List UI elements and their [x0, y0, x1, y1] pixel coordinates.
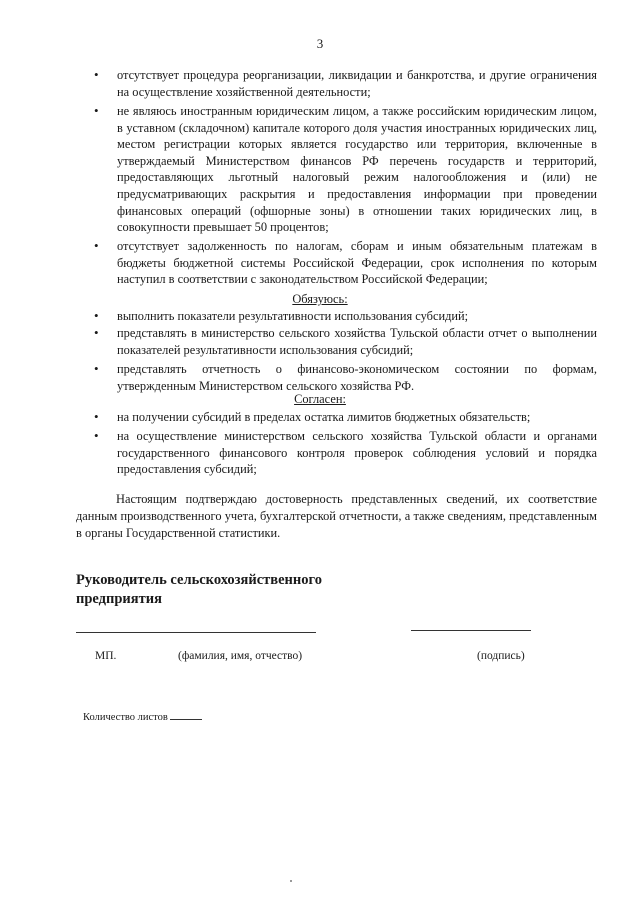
agree-heading: Согласен:	[294, 392, 346, 406]
condition-no-tax-debt: • отсутствует задолженность по налогам, сборам и иным обязательным платежам в бюджеты бюджетной системы Российской Федерации, срок исполнения по которым наступил в соответствии с законодательством Российской Федерации;	[117, 238, 597, 288]
obligation-item: • представлять отчетность о финансово-экономическом состоянии по формам, утвержденным Министерством сельского хозяйства РФ.	[117, 361, 597, 394]
condition-not-foreign-entity: • не являюсь иностранным юридическим лицом, а также российским юридическим лицом, в уставном (складочном) капитале которого доля участия иностранных юридических лиц, местом регистрации которых является государство или территория, включенные в утверждаемый Министерством финансов РФ перечень государств и территорий, предоставляющих льготный налоговый режим налогообложения и (или) не предусматривающих раскрытия и предоставления информации при проведении финансовых операций (офшорные зоны) в отношении таких юридических лиц, в совокупности превышает 50 процентов;	[117, 103, 597, 236]
sheets-blank	[170, 719, 202, 720]
page-number: 3	[316, 36, 324, 51]
signature-line	[411, 630, 531, 631]
stamp-label: МП.	[95, 650, 117, 662]
sheets-count	[83, 712, 202, 723]
condition-no-reorganization: • отсутствует процедура реорганизации, ликвидации и банкротства, и другие ограничения на осуществление хозяйственной деятельности;	[117, 67, 597, 100]
signature-caption: (подпись)	[477, 650, 525, 662]
name-line	[76, 632, 316, 633]
agreement-item: • на осуществление министерством сельского хозяйства Тульской области и органами государственного финансового контроля проверок соблюдения условий и порядка предоставления субсидий;	[117, 428, 597, 478]
agreement-item: • на получении субсидий в пределах остатка лимитов бюджетных обязательств;	[117, 409, 597, 426]
name-caption: (фамилия, имя, отчество)	[178, 650, 303, 662]
sheets-label: Количество листов	[83, 712, 168, 723]
obligations-heading: Обязуюсь:	[292, 292, 348, 306]
obligation-item: • выполнить показатели результативности использования субсидий;	[117, 308, 597, 325]
confirmation-paragraph: Настоящим подтверждаю достоверность представленных сведений, их соответствие данным производственного учета, бухгалтерской отчетности, а также сведениям, представленным в органы Государственной статистики.	[76, 492, 597, 540]
signatory-title: Руководитель сельскохозяйственного предприятия	[76, 572, 322, 607]
scan-artifact	[290, 880, 292, 882]
obligation-item: • представлять в министерство сельского хозяйства Тульской области отчет о выполнении показателей результативности использования субсидий;	[117, 325, 597, 358]
